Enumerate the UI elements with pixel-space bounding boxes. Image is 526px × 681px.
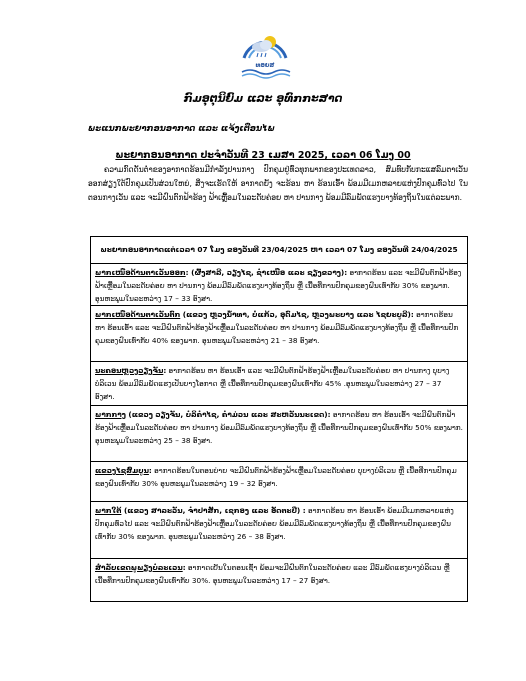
region-provinces: : (ຜົ້ງສາລີ, ວຽງໄຊ, ຊຳເໜືອ ແລະ ຊຽງຂວາງ): xyxy=(185,268,348,277)
region-name: ພາກໃຕ້ xyxy=(95,506,122,515)
region-provinces: (ແຂວງ ຫຼວງນ້ຳທາ, ບໍ່ແກ້ວ, ອຸດົມໄຊ, ຫຼວງພະບາງ ແລະ ໄຊຍະບູລີ): xyxy=(180,310,414,319)
region-forecast: ອາກາດຮ້ອນ ແລະ ຈະມີຝົນຕົກຟ້າຮ້ອງຟ້າເຫຼື້ອມໃນລະດັບຄ່ອຍ ຫາ ປານກາງ ພ້ອມມີລົມພັດແຮງບາງທ້ອງຖິ່ນ ຫຼື ເນື້ອທີ່ການປົກຄຸມຂອງຝົນເທົ່າກັບ 30% ຂອງພາກ. ອຸນຫະພູມໃນລະຫວ່າງ 17 – 33 ອົງສາ. xyxy=(95,268,462,304)
region-name: ພາກເໜືອດ້ານຕາເວັນອອກ xyxy=(95,268,186,277)
region-name: ແຂວງໄຊສົມບູນ xyxy=(95,466,149,475)
region-forecast: ອາກາດຮ້ອນ ຫາ ຮ້ອນເອົ້າ ພ້ອມມີເມກຫລາຍແຫ່ງປົກຄຸມທົ່ວໄປ ແລະ ຈະມີຝົນຕົກຟ້າຮ້ອງຟ້າເຫຼື້ອມໃນລະດັບຄ່ອຍ ພ້ອມມີລົມພັດແຮງບາງທ້ອງຖິ່ນ ຫຼື ເນື້ອທີ່ການປົກຄຸມຂອງຝົນເທົ່າກັບ 30% ຂອງພາກ. ອຸນຫະພູມໃນລະຫວ່າງ 26 – 38 ອົງສາ. xyxy=(95,506,454,542)
region-name: ນະຄອນຫຼວງວຽງຈັນ xyxy=(95,366,164,375)
region-forecast: ອາກາດເຢັນໃນຕອນເຊົ້າ ພ້ອມຈະມີຝົນຕົກໃນລະດັບຄ່ອຍ ແລະ ມີລົມພັດແຮງບາງບໍລິເວນ ຫຼື ເນື້ອທີ່ການປົກຄຸມຂອງຝົນເທົ່າກັບ 30%. ອຸນຫະພູມໃນລະຫວ່າງ 17 – 27 ອົງສາ. xyxy=(95,563,450,586)
ministry-heading: ກົມອຸຕຸນິຍົມ ແລະ ອຸທົກກະສາດ xyxy=(183,92,343,105)
forecast-table xyxy=(90,236,468,602)
region-provinces: (ແຂວງ ວຽງຈັນ, ບໍລິຄຳໄຊ, ຄຳມ່ວນ ແລະ ສະຫວັນນະເຂດ): xyxy=(125,410,331,419)
region-forecast: ອາກາດຮ້ອນ ຫາ ຮ້ອນເອົ້າ ຈະມີຝົນຕົກຟ້າຮ້ອງຟ້າເຫຼື້ອມໃນລະດັບຄ່ອຍ ຫາ ປານກາງ ພ້ອມມີລົມພັດແຮງບາງທ້ອງຖິ່ນ ຫຼື ເນື້ອທີ່ການປົກຄຸມຂອງຝົນເທົ່າກັບ 50% ຂອງພາກ. ອຸນຫະພູມໃນລະຫວ່າງ 25 – 38 ອົງສາ. xyxy=(95,410,464,446)
region-provinces: : xyxy=(182,563,186,572)
region-forecast: ອາກາດຮ້ອນ ຫາ ຮ້ອນເອົ້າ ແລະ ຈະມີຝົນຕົກຟ້າຮ້ອງຟ້າເຫຼື້ອມໃນລະດັບຄ່ອຍ ຫາ ປານກາງ ບຸບາງບໍລິເວນ ພ້ອມມີລົມພັດແຮງເປັນບາງໂອກາດ ຫຼື ເນື້ອທີ່ການປົກຄຸມຂອງຝົນເທົ່າກັບ 45% .ອຸນຫະພູມໃນລະຫວ່າງ 27 – 37 ອົງສາ. xyxy=(95,366,450,402)
region-name: ພາກກາງ xyxy=(95,410,126,419)
table-row xyxy=(91,406,467,462)
region-forecast: ອາກາດຮ້ອນ ຫາ ຮ້ອນເອົ້າ ແລະ ຈະມີຝົນຕົກຟ້າຮ້ອງຟ້າເຫຼື້ອມໃນລະດັບຄ່ອຍ ຫາ ປານກາງ ພ້ອມມີລົມພັດແຮງບາງທ້ອງຖິ່ນ ຫຼື ເນື້ອທີ່ການປົກຄຸມຂອງຝົນເທົ່າກັບ 40% ຂອງພາກ. ອຸນຫະພູມໃນລະຫວ່າງ 21 – 38 ອົງສາ. xyxy=(95,310,459,346)
table-row xyxy=(91,559,467,601)
region-provinces: (ແຂວງ ສາລະວັນ, ຈຳປາສັກ, ເຊກອງ ແລະ ອັດຕະປື) : xyxy=(121,506,306,515)
region-name: ສຳລັບເຂດພູພຽງບໍລະເວນ xyxy=(95,563,183,572)
forecast-title: ພະຍາກອນອາກາດ ປະຈຳວັນທີ 23 ເມສາ 2025, ເວລາ 06 ໂມງ 00 xyxy=(115,150,411,161)
logo-wordmark: ທອຍສ xyxy=(255,62,275,69)
table-row xyxy=(91,306,467,362)
forecast-intro: ຄວາມກົດດັນຕ່ຳຂອງອາກາດຮ້ອນມີກຳລັງປານກາງ ປົກຄຸມຢູ່ທົ່ວທຸກພາກຂອງປະເທດລາວ, ສົມທົບກັບກະແສລົມຕາເວັນອອກສ່ຽງໃຕ້ປົກຄຸມເປັນສ່ວນໃຫຍ່, ສິ່ງຈະເຮັດໃຫ້ ອາກາດຍັງ ຈະຮ້ອນ ຫາ ຮ້ອນເອົ້າ ພ້ອມມີເມກຫລາຍແຫ່ງປົກຄຸມທົ່ວໄປ ໃນຕອນກາງເວັນ ແລະ ຈະມີຝົນຕົກຟ້າຮ້ອງ ຟ້າເຫຼື້ອມໃນລະດັບຄ່ອຍ ຫາ ປານກາງ ພ້ອມມີລົມພັດແຮງບາງທ້ອງຖິ່ນໃນແຕ່ລະພາກ. xyxy=(88,165,468,202)
region-provinces: : xyxy=(148,466,152,475)
table-row xyxy=(91,264,467,306)
table-row xyxy=(91,362,467,406)
logo-emblem-icon xyxy=(232,22,298,80)
table-row xyxy=(91,462,467,502)
region-provinces: : xyxy=(163,366,167,375)
department-logo xyxy=(232,22,298,80)
region-forecast: ອາກາດຮ້ອນໃນຕອນບ່າຍ ຈະມີຝົນຕົກຟ້າຮ້ອງຟ້າເຫຼື້ອມໃນລະດັບຄ່ອຍ ບຸບາງບໍລິເວນ ຫຼື ເນື້ອທີ່ການປົກຄຸມຂອງຝົນເທົ່າກັບ 30% ອຸນຫະພູມໃນລະຫວ່າງ 19 – 32 ອົງສາ. xyxy=(95,466,457,489)
table-header: ພະຍາກອນອາກາດແຕ່ເວລາ 07 ໂມງ ຂອງວັນທີ 23/04/2025 ຫາ ເວລາ 07 ໂມງ ຂອງວັນທີ 24/04/2025 xyxy=(91,237,467,264)
region-name: ພາກເໜືອດ້ານຕາເວັນຕົກ xyxy=(95,310,181,319)
department-heading: ພະແນກພະຍາກອນອາກາດ ແລະ ແຈ້ງເຕືອນໄພ xyxy=(88,124,275,134)
table-row xyxy=(91,502,467,559)
